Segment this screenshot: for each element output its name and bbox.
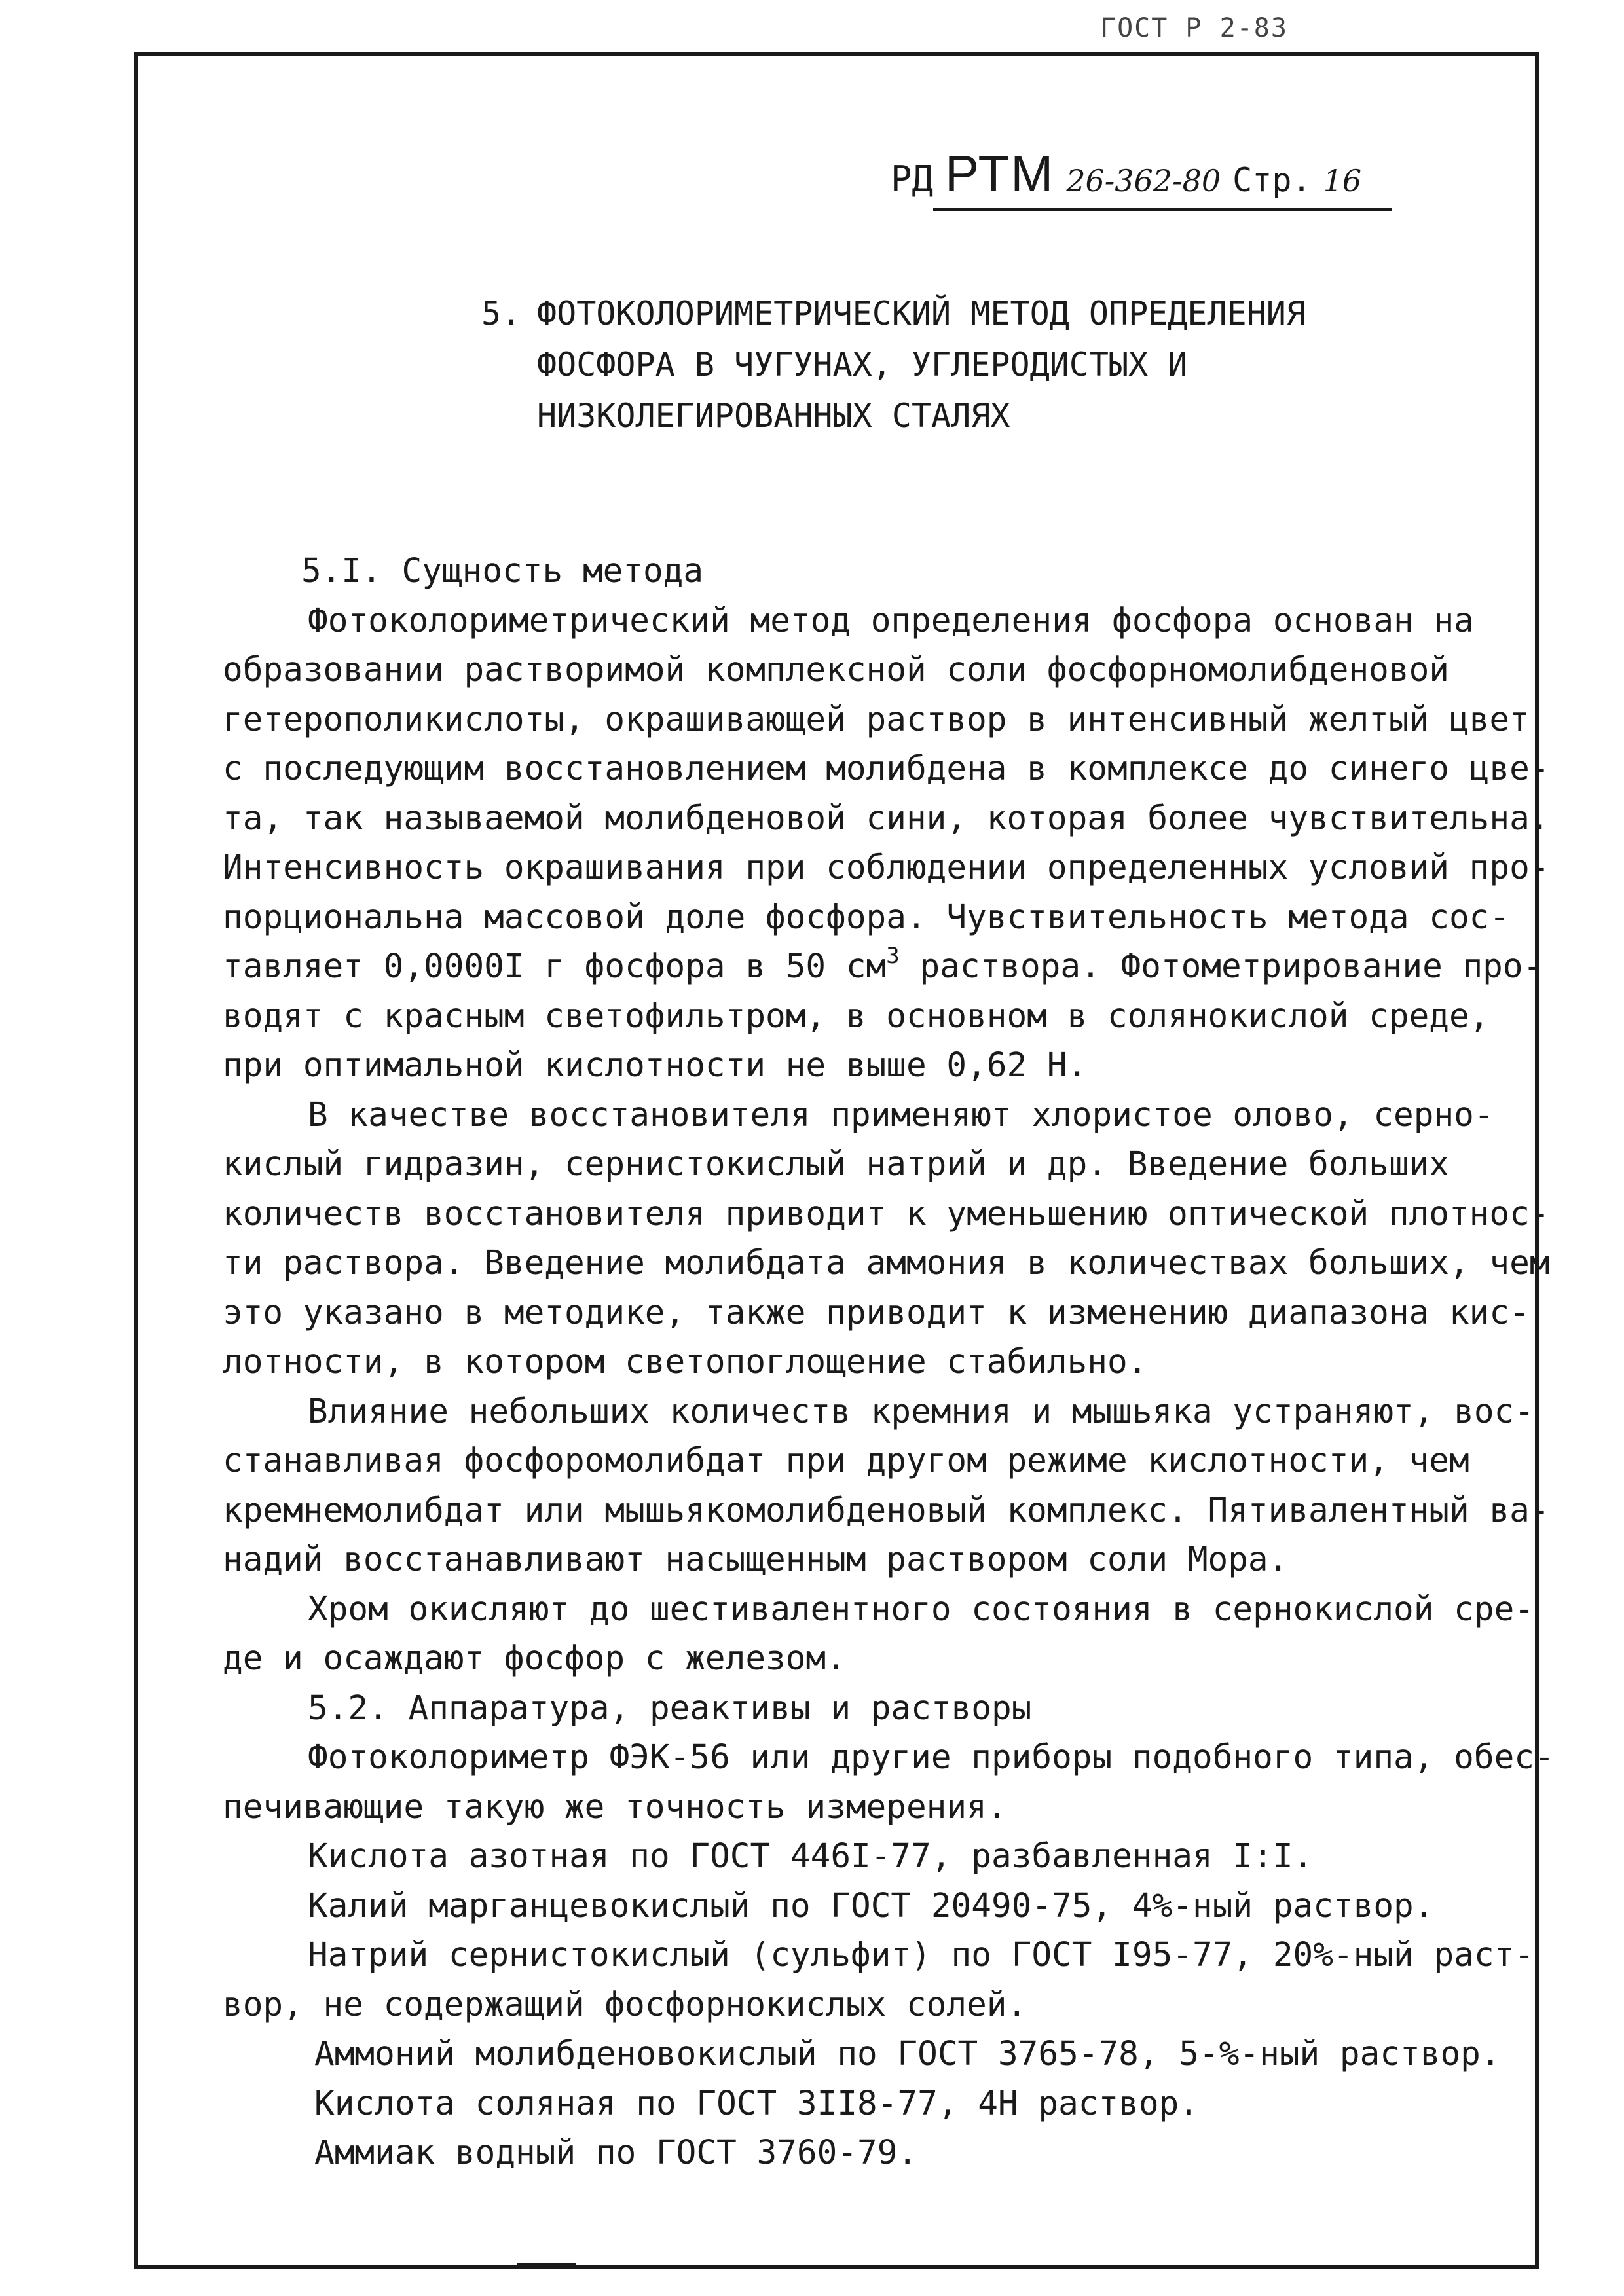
text-line: гетерополикислоты, окрашивающей раствор в интенсивный желтый цвет: [223, 700, 1530, 739]
text-line-part: тавляет 0,0000I г фосфора в 50 см: [223, 947, 887, 986]
superscript-3: 3: [886, 943, 900, 969]
text-line: та, так называемой молибденовой сини, которая более чувствительна.: [223, 799, 1550, 838]
page-top-mark: ГОСТ Р 2-83: [1100, 13, 1288, 43]
text-line: де и осаждают фосфор с железом.: [223, 1639, 846, 1678]
text-line: Влияние небольших количеств кремния и мышьяка устраняют, вос-: [308, 1392, 1534, 1431]
section-title-line-1: ФОТОКОЛОРИМЕТРИЧЕСКИЙ МЕТОД ОПРЕДЕЛЕНИЯ: [537, 295, 1306, 333]
text-line: с последующим восстановлением молибдена в комплексе до синего цве-: [223, 750, 1550, 788]
text-line: ти раствора. Введение молибдата аммония в количествах больших, чем: [223, 1244, 1550, 1283]
text-line: лотности, в котором светопоглощение стабильно.: [223, 1343, 1148, 1381]
text-line: [223, 942, 1572, 992]
text-line: Интенсивность окрашивания при соблюдении определенных условий про-: [223, 848, 1550, 887]
text-line: Фотоколориметрический метод определения фосфора основан на: [308, 601, 1474, 640]
text-line: вор, не содержащий фосфорнокислых солей.: [223, 1985, 1027, 2024]
reagent-item: Калий марганцевокислый по ГОСТ 20490-75, 4%-ный раствор.: [308, 1886, 1434, 1925]
header-page-number: 16: [1323, 163, 1362, 198]
text-line: при оптимальной кислотности не выше 0,62 Н.: [223, 1046, 1088, 1085]
reagent-item: Аммиак водный по ГОСТ 3760-79.: [314, 2134, 918, 2172]
header-underline: [933, 208, 1392, 211]
text-line: это указано в методике, также приводит к изменению диапазона кис-: [223, 1293, 1530, 1332]
header-rtm: РТМ: [945, 145, 1055, 202]
text-line: В качестве восстановителя применяют хлористое олово, серно-: [308, 1095, 1494, 1135]
document-header: [891, 144, 1361, 216]
text-line: печивающие такую же точность измерения.: [223, 1787, 1007, 1827]
subsection-heading-5-2: 5.2. Аппаратура, реактивы и растворы: [308, 1688, 1032, 1728]
section-title: [481, 288, 1398, 441]
text-line: кремнемолибдат или мышьякомолибденовый комплекс. Пятивалентный ва-: [223, 1491, 1550, 1530]
text-line: количеств восстановителя приводит к уменьшению оптической плотнос-: [223, 1194, 1550, 1233]
text-line: порциональна массовой доле фосфора. Чувствительность метода сос-: [223, 898, 1510, 937]
text-line: Фотоколориметр ФЭК-56 или другие приборы подобного типа, обес-: [308, 1738, 1555, 1777]
text-line-part: раствора. Фотометрирование про-: [899, 947, 1543, 986]
section-title-line-3: НИЗКОЛЕГИРОВАННЫХ СТАЛЯХ: [537, 397, 1010, 435]
document-body: [223, 547, 1572, 2178]
section-title-line-2: ФОСФОРА В ЧУГУНАХ, УГЛЕРОДИСТЫХ И: [537, 346, 1188, 384]
bottom-tick-mark: [517, 2263, 576, 2267]
section-number: 5.: [481, 295, 521, 333]
text-line: надий восстанавливают насыщенным раствором соли Мора.: [223, 1540, 1289, 1579]
subsection-heading-5-1: 5.I. Сущность метода: [301, 552, 704, 591]
text-line: кислый гидразин, сернистокислый натрий и др. Введение больших: [223, 1145, 1449, 1184]
reagent-item: Аммоний молибденовокислый по ГОСТ 3765-78, 5-%-ный раствор.: [314, 2035, 1501, 2073]
text-line: станавливая фосфоромолибдат при другом режиме кислотности, чем: [223, 1442, 1469, 1480]
header-doc-number: 26-362-80: [1066, 163, 1221, 198]
text-line: образовании растворимой комплексной соли фосфорномолибденовой: [223, 651, 1449, 689]
text-line: водят с красным светофильтром, в основном в солянокислой среде,: [223, 996, 1490, 1036]
text-line: Хром окисляют до шестивалентного состояния в сернокислой сре-: [308, 1590, 1534, 1629]
reagent-item: Кислота азотная по ГОСТ 446I-77, разбавленная I:I.: [308, 1837, 1314, 1876]
reagent-item: Кислота соляная по ГОСТ 3II8-77, 4Н раствор.: [314, 2084, 1200, 2123]
header-rd: РД: [891, 158, 934, 200]
header-page-label: Стр.: [1232, 161, 1312, 199]
reagent-item: Натрий сернистокислый (сульфит) по ГОСТ I95-77, 20%-ный раст-: [308, 1936, 1534, 1975]
